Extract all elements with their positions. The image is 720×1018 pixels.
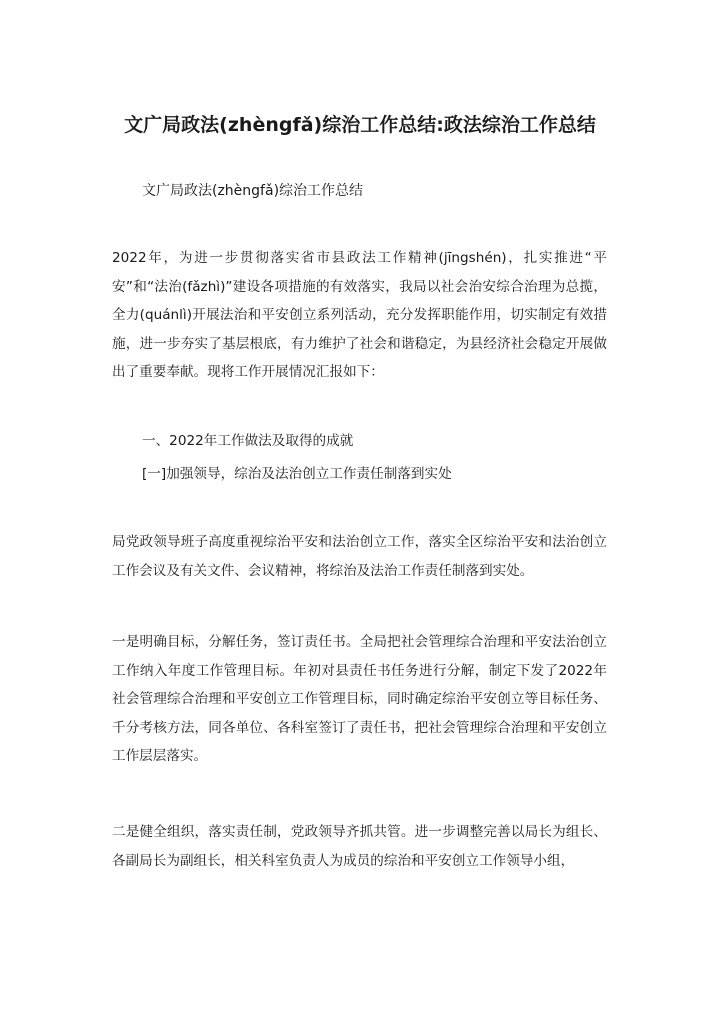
document-title: 文广局政法(zhèngfǎ)综治工作总结:政法综治工作总结 <box>124 114 596 136</box>
section-heading-achievements: 一、2022年工作做法及取得的成就 <box>142 433 354 449</box>
subsection-heading-leadership: [一]加强领导，综治及法治创立工作责任制落到实处 <box>142 466 452 482</box>
paragraph-intro: 2022年，为进一步贯彻落实省市县政法工作精神(jīngshén)，扎实推进“平安”和“法治(fǎzhì)”建设各项措施的有效落实，我局以社会治安综合治理为总揽，全力(quánlì)开展法治和平安创立系列活动，充分发挥职能作用，切实制定有效措施，进一步夯实了基层根底，有力维护了社会和谐稳定，为县经济社会稳定开展做出了重要奉献。现将工作开展情况汇报如下： <box>112 250 607 380</box>
paragraph-goals: 一是明确目标，分解任务，签订责任书。全局把社会管理综合治理和平安法治创立工作纳入年度工作管理目标。年初对县责任书任务进行分解，制定下发了2022年社会管理综合治理和平安创立工作管理目标，同时确定综治平安创立等目标任务、千分考核方法，同各单位、各科室签订了责任书，把社会管理综合治理和平安创立工作层层落实。 <box>112 634 607 764</box>
paragraph-leadership: 局党政领导班子高度重视综治平安和法治创立工作，落实全区综治平安和法治创立工作会议及有关文件、会议精神，将综治及法治工作责任制落到实处。 <box>112 534 607 579</box>
document-subtitle: 文广局政法(zhèngfǎ)综治工作总结 <box>142 183 364 199</box>
paragraph-organization: 二是健全组织，落实责任制，党政领导齐抓共管。进一步调整完善以局长为组长、各副局长为副组长，相关科室负责人为成员的综治和平安创立工作领导小组， <box>112 824 607 869</box>
